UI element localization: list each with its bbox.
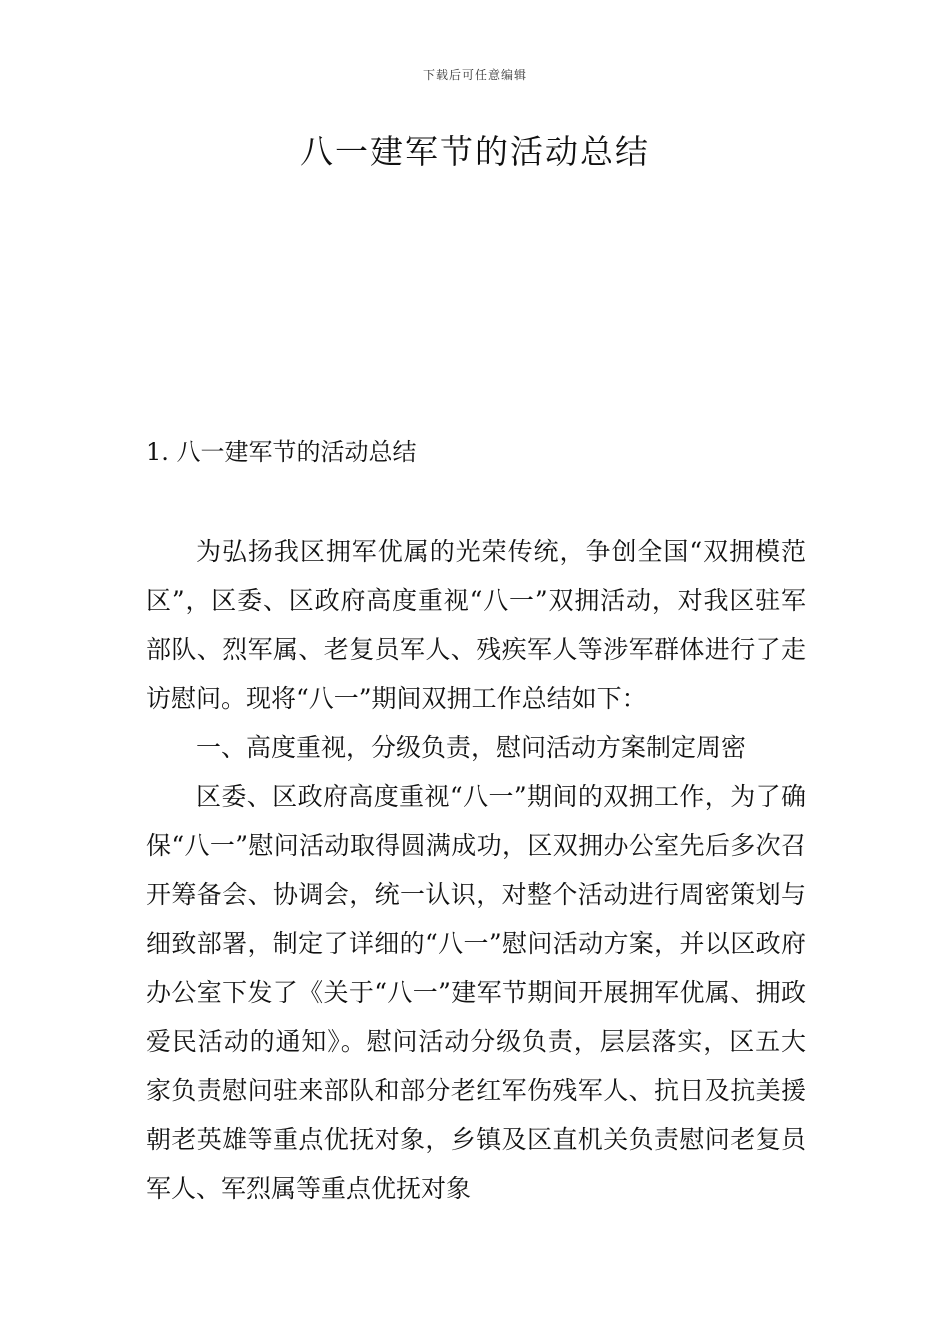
paragraph-detail: 区委、区政府高度重视“八一”期间的双拥工作，为了确保“八一”慰问活动取得圆满成功，区双拥办公室先后多次召开筹备会、协调会，统一认识，对整个活动进行周密策划与细致部署，制定了详细的“八一”慰问活动方案，并以区政府办公室下发了《关于“八一”建军节期间开展拥军优属、拥政爱民活动的通知》。慰问活动分级负责，层层落实，区五大家负责慰问驻来部队和部分老红军伤残军人、抗日及抗美援朝老英雄等重点优抚对象，乡镇及区直机关负责慰问老复员军人、军烈属等重点优抚对象 — [146, 782, 806, 1203]
header-note: 下载后可任意编辑 — [422, 68, 527, 82]
document-title: 八一建军节的活动总结 — [300, 132, 650, 171]
document-body — [146, 527, 806, 1213]
section-heading: 1. 八一建军节的活动总结 — [146, 438, 417, 466]
paragraph-subheading: 一、高度重视，分级负责，慰问活动方案制定周密 — [196, 733, 747, 762]
paragraph-intro: 为弘扬我区拥军优属的光荣传统，争创全国“双拥模范区”，区委、区政府高度重视“八一”双拥活动，对我区驻军部队、烈军属、老复员军人、残疾军人等涉军群体进行了走访慰问。现将“八一”期间双拥工作总结如下： — [146, 537, 806, 713]
